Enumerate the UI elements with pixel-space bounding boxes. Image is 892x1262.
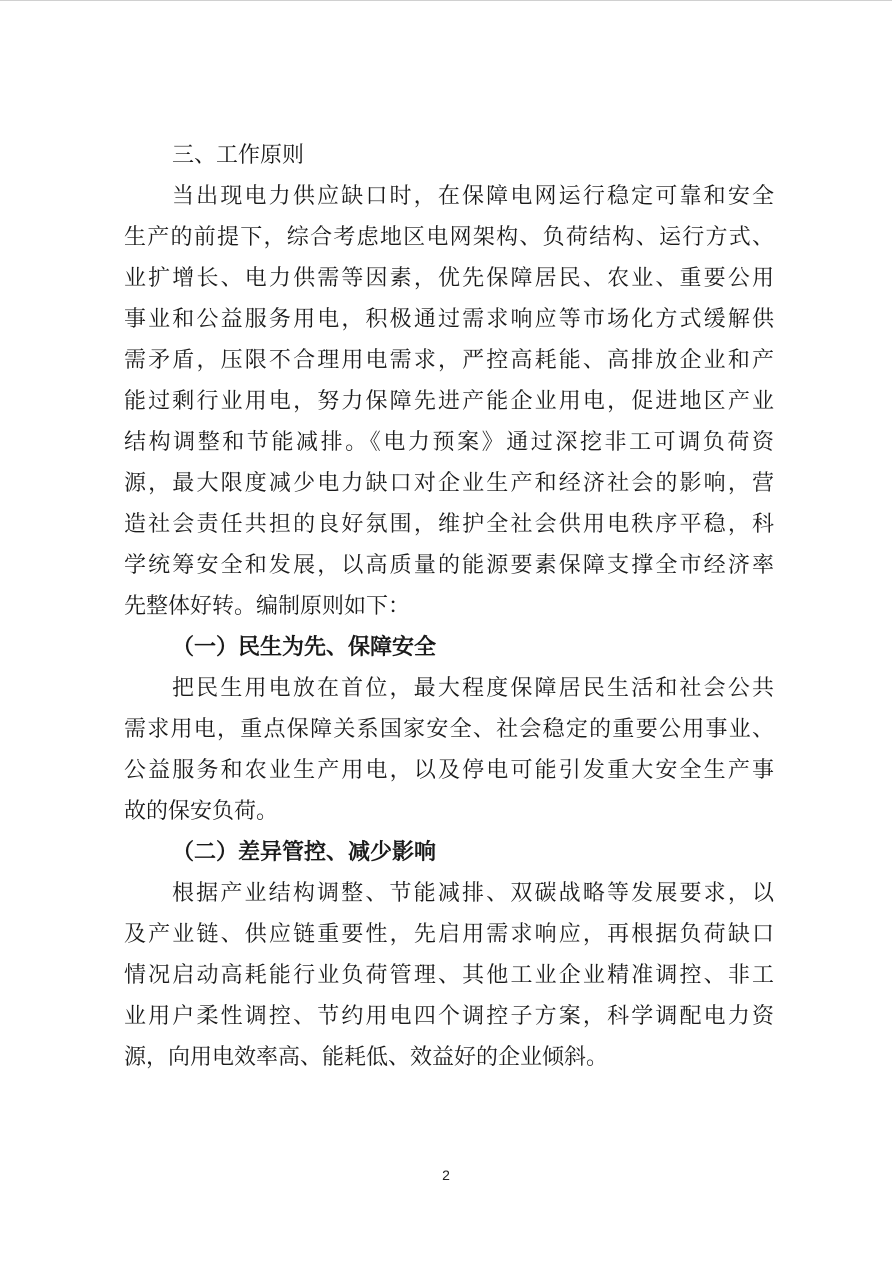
page-number: 2 [442,1167,450,1183]
principle-1-paragraph [124,668,774,832]
paragraph-line: 业扩增长、电力供需等因素，优先保障居民、农业、重要公用 [124,266,774,291]
paragraph-line: 需求用电，重点保障关系国家安全、社会稳定的重要公用事业、 [124,717,774,742]
paragraph-line: 公益服务和农业生产用电，以及停电可能引发重大安全生产事 [124,758,774,783]
paragraph-line: 源，向用电效率高、能耗低、效益好的企业倾斜。 [124,1045,609,1070]
paragraph-line: 当出现电力供应缺口时，在保障电网运行稳定可靠和安全 [172,184,774,209]
paragraph-line: 根据产业结构调整、节能减排、双碳战略等发展要求，以 [172,881,774,906]
principle-2-heading: （二）差异管控、减少影响 [172,839,437,865]
paragraph-line: 能过剩行业用电，努力保障先进产能企业用电，促进地区产业 [124,389,774,414]
paragraph-line: 事业和公益服务用电，积极通过需求响应等市场化方式缓解供 [124,307,774,332]
paragraph-line: 需矛盾，压限不合理用电需求，严控高耗能、高排放企业和产 [124,348,774,373]
paragraph-line: 生产的前提下，综合考虑地区电网架构、负荷结构、运行方式、 [124,225,774,250]
section-heading: 三、工作原则 [172,143,305,168]
principle-2-paragraph [124,873,774,1078]
paragraph-line: 结构调整和节能减排。《电力预案》通过深挖非工可调负荷资 [124,430,774,455]
principle-1-heading: （一）民生为先、保障安全 [172,634,437,660]
paragraph-line: 业用户柔性调控、节约用电四个调控子方案，科学调配电力资 [124,1004,774,1029]
paragraph-line: 造社会责任共担的良好氛围，维护全社会供用电秩序平稳，科 [124,512,774,537]
document-body [124,135,774,1078]
paragraph-line: 源，最大限度减少电力缺口对企业生产和经济社会的影响，营 [124,471,774,496]
paragraph-line: 情况启动高耗能行业负荷管理、其他工业企业精准调控、非工 [124,963,774,988]
paragraph-line: 学统筹安全和发展，以高质量的能源要素保障支撑全市经济率 [124,553,774,578]
paragraph-line: 把民生用电放在首位，最大程度保障居民生活和社会公共 [172,676,774,701]
paragraph-line: 故的保安负荷。 [124,799,279,824]
intro-paragraph [124,176,774,627]
paragraph-line: 先整体好转。编制原则如下： [124,594,411,619]
paragraph-line: 及产业链、供应链重要性，先启用需求响应，再根据负荷缺口 [124,922,774,947]
